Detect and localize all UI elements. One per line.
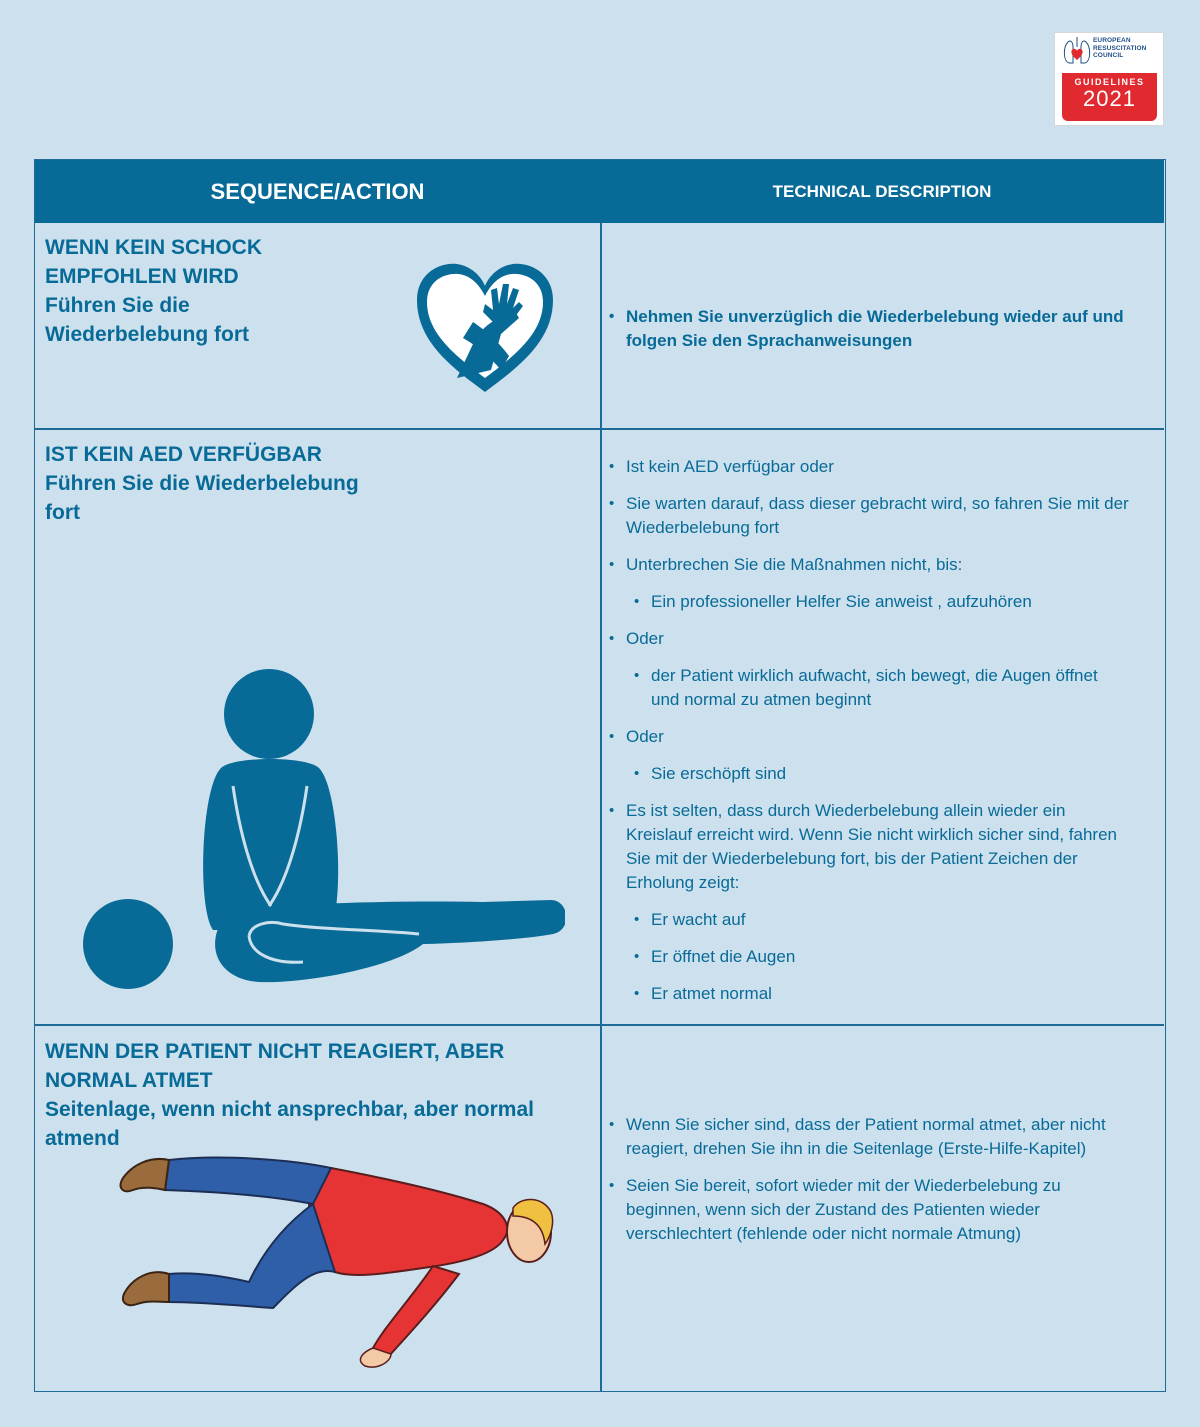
list-item: • Sie warten darauf, dass dieser gebracht wird, so fahren Sie mit der Wiederbelebung fort [609,492,1129,540]
list-item: • Oder [609,725,1129,749]
header-sequence-action: SEQUENCE/ACTION [210,178,425,204]
heart-hand-icon [413,260,557,396]
row-1-description [609,305,1129,366]
row-3-title: WENN DER PATIENT NICHT REAGIERT, ABER NORMAL ATMET [45,1040,505,1092]
column-divider [600,223,602,1391]
list-item: • Nehmen Sie unverzüglich die Wiederbelebung wieder auf und folgen Sie den Sprachanweisungen [609,305,1129,353]
list-item: • Oder [609,627,1129,651]
row-3-subtitle: Seitenlage, wenn nicht ansprechbar, aber normal atmend [45,1098,534,1150]
row-1-heading [45,233,305,349]
list-item: • Er öffnet die Augen [634,945,1129,969]
list-item: • Es ist selten, dass durch Wiederbelebung allein wieder ein Kreislauf erreicht wird. Wenn Sie nicht wirklich sicher sind, fahren Sie mit der Wiederbelebung fort, bis der Patient Zeichen der Erholung zeigt: [609,799,1129,895]
row-3-heading [45,1037,535,1153]
logo-guidelines-badge [1062,73,1157,121]
list-item: • Unterbrechen Sie die Maßnahmen nicht, bis: [609,553,1129,577]
row-3-description [609,1113,1129,1259]
row-1-subtitle: Führen Sie die Wiederbelebung fort [45,294,249,346]
logo-org-name: EUROPEAN RESUSCITATION COUNCIL [1093,37,1147,59]
erc-guidelines-logo [1054,32,1164,126]
list-item: • Ein professioneller Helfer Sie anweist , aufzuhören [634,590,1129,614]
row-divider [35,1024,1164,1026]
row-divider [35,428,1164,430]
list-item: • Wenn Sie sicher sind, dass der Patient normal atmet, aber nicht reagiert, drehen Sie ihn in die Seitenlage (Erste-Hilfe-Kapitel) [609,1113,1129,1161]
row-2-heading [45,440,365,527]
row-2-title: IST KEIN AED VERFÜGBAR [45,443,322,466]
list-item: • der Patient wirklich aufwacht, sich bewegt, die Augen öffnet und normal zu atmen beginnt [634,664,1129,712]
guideline-table [34,159,1166,1392]
logo-guidelines-label: GUIDELINES [1074,77,1145,87]
row-2-description [609,455,1129,1019]
list-item: • Ist kein AED verfügbar oder [609,455,1129,479]
header-technical-description: TECHNICAL DESCRIPTION [772,181,992,201]
row-1-title: WENN KEIN SCHOCK EMPFOHLEN WIRD [45,236,263,288]
list-item: • Sie erschöpft sind [634,762,1129,786]
cpr-compression-icon [83,668,565,1004]
table-header [35,160,1164,223]
list-item: • Seien Sie bereit, sofort wieder mit der Wiederbelebung zu beginnen, wenn sich der Zustand des Patienten wieder verschlechtert (fehlende oder nicht normale Atmung) [609,1174,1129,1246]
recovery-position-illustration [73,1156,557,1374]
logo-year: 2021 [1083,86,1136,111]
list-item: • Er wacht auf [634,908,1129,932]
row-2-subtitle: Führen Sie die Wiederbelebung fort [45,472,359,524]
list-item: • Er atmet normal [634,982,1129,1006]
